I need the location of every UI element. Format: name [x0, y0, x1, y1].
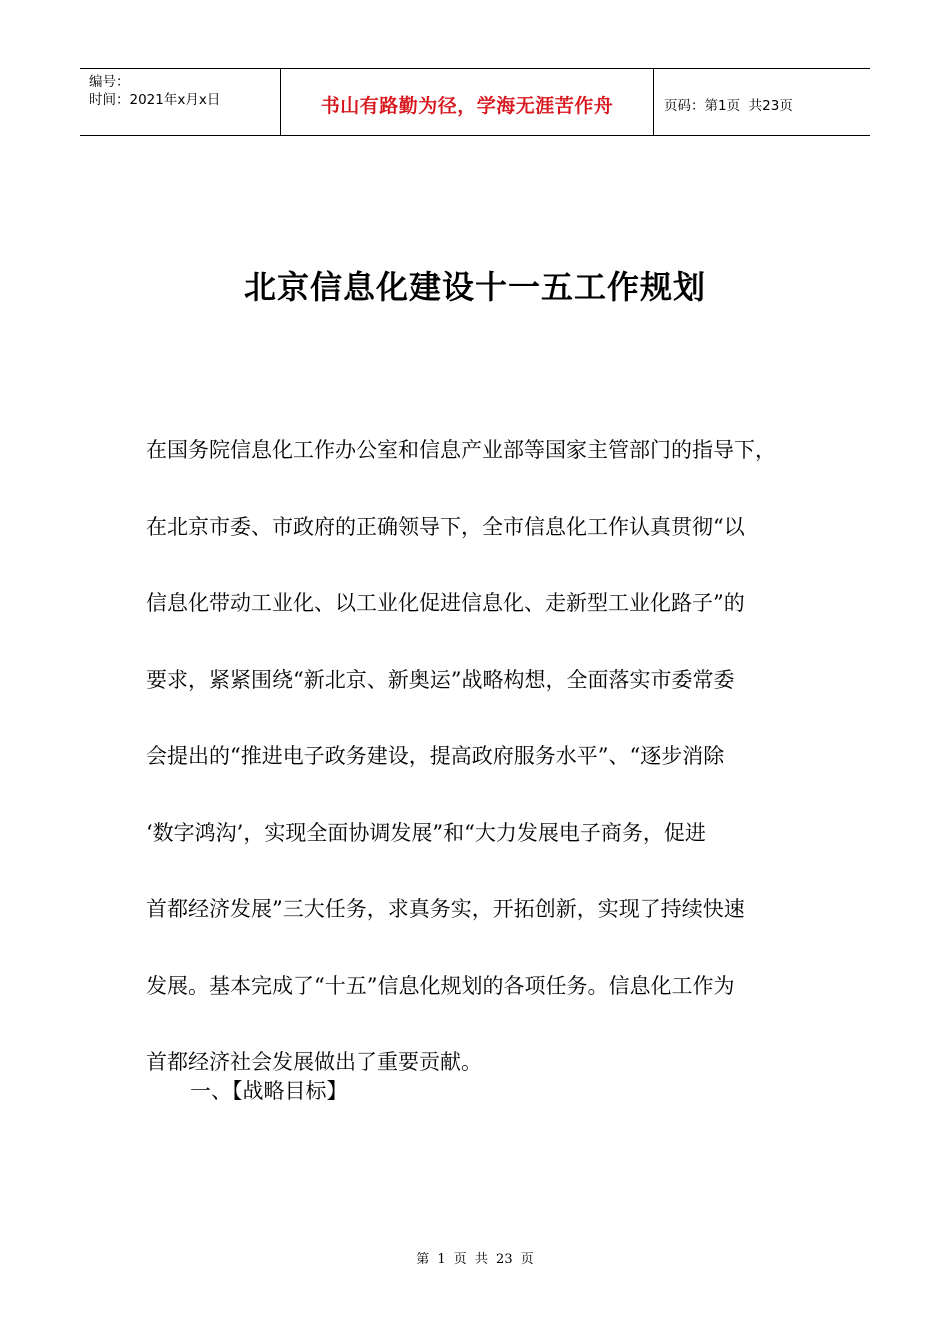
body-line: 发展。基本完成了“十五”信息化规划的各项任务。信息化工作为: [146, 973, 735, 998]
body-line: 信息化带动工业化、以工业化促进信息化、走新型工业化路子”的: [146, 591, 745, 615]
body-line: 首都经济社会发展做出了重要贡献。: [146, 1050, 482, 1074]
page-footer: 第 1 页 共 23 页: [416, 1252, 534, 1267]
section-heading: 一、【战略目标】: [190, 1079, 348, 1103]
body-paragraph: [146, 412, 806, 1101]
header-meta-cell: [80, 69, 281, 135]
body-line: 首都经济发展”三大任务，求真务实，开拓创新，实现了持续快速: [146, 897, 745, 921]
page-info: 页码：第1页 共23页: [664, 98, 793, 114]
serial-number-label: 编号：: [89, 74, 130, 90]
body-line: 在国务院信息化工作办公室和信息产业部等国家主管部门的指导下，: [146, 438, 776, 462]
header-motto-cell: [281, 69, 654, 135]
document-title: 北京信息化建设十一五工作规划: [243, 268, 706, 306]
body-line: 要求，紧紧围绕“新北京、新奥运”战略构想，全面落实市委常委: [146, 667, 735, 692]
body-line: 会提出的“推进电子政务建设，提高政府服务水平”、“逐步消除: [146, 744, 725, 768]
body-line: 在北京市委、市政府的正确领导下，全市信息化工作认真贯彻“以: [146, 514, 745, 539]
header-page-cell: [654, 69, 870, 135]
date-text: 时间：2021年x月x日: [89, 92, 221, 108]
body-line: ‘数字鸿沟’，实现全面协调发展”和“大力发展电子商务，促进: [146, 820, 706, 845]
motto-text: 书山有路勤为径，学海无涯苦作舟: [320, 94, 614, 117]
document-header: [80, 68, 870, 136]
